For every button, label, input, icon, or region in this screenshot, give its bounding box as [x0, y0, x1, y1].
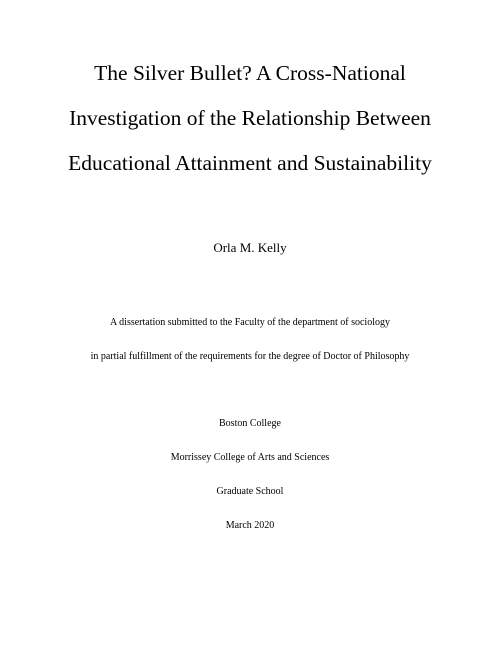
submission-statement-line-2: in partial fulfillment of the requirements for the degree of Doctor of Philosophy [90, 351, 410, 362]
author-name: Orla M. Kelly [213, 240, 287, 255]
school-name: Graduate School [216, 486, 284, 497]
title-line-2: Investigation of the Relationship Between [69, 106, 431, 130]
college-name: Morrissey College of Arts and Sciences [170, 452, 330, 463]
title-line-3: Educational Attainment and Sustainability [68, 151, 432, 175]
submission-date: March 2020 [225, 520, 275, 531]
submission-statement-line-1: A dissertation submitted to the Faculty of the department of sociology [110, 317, 390, 328]
university-name: Boston College [219, 418, 281, 429]
title-line-1: The Silver Bullet? A Cross-National [94, 61, 406, 85]
